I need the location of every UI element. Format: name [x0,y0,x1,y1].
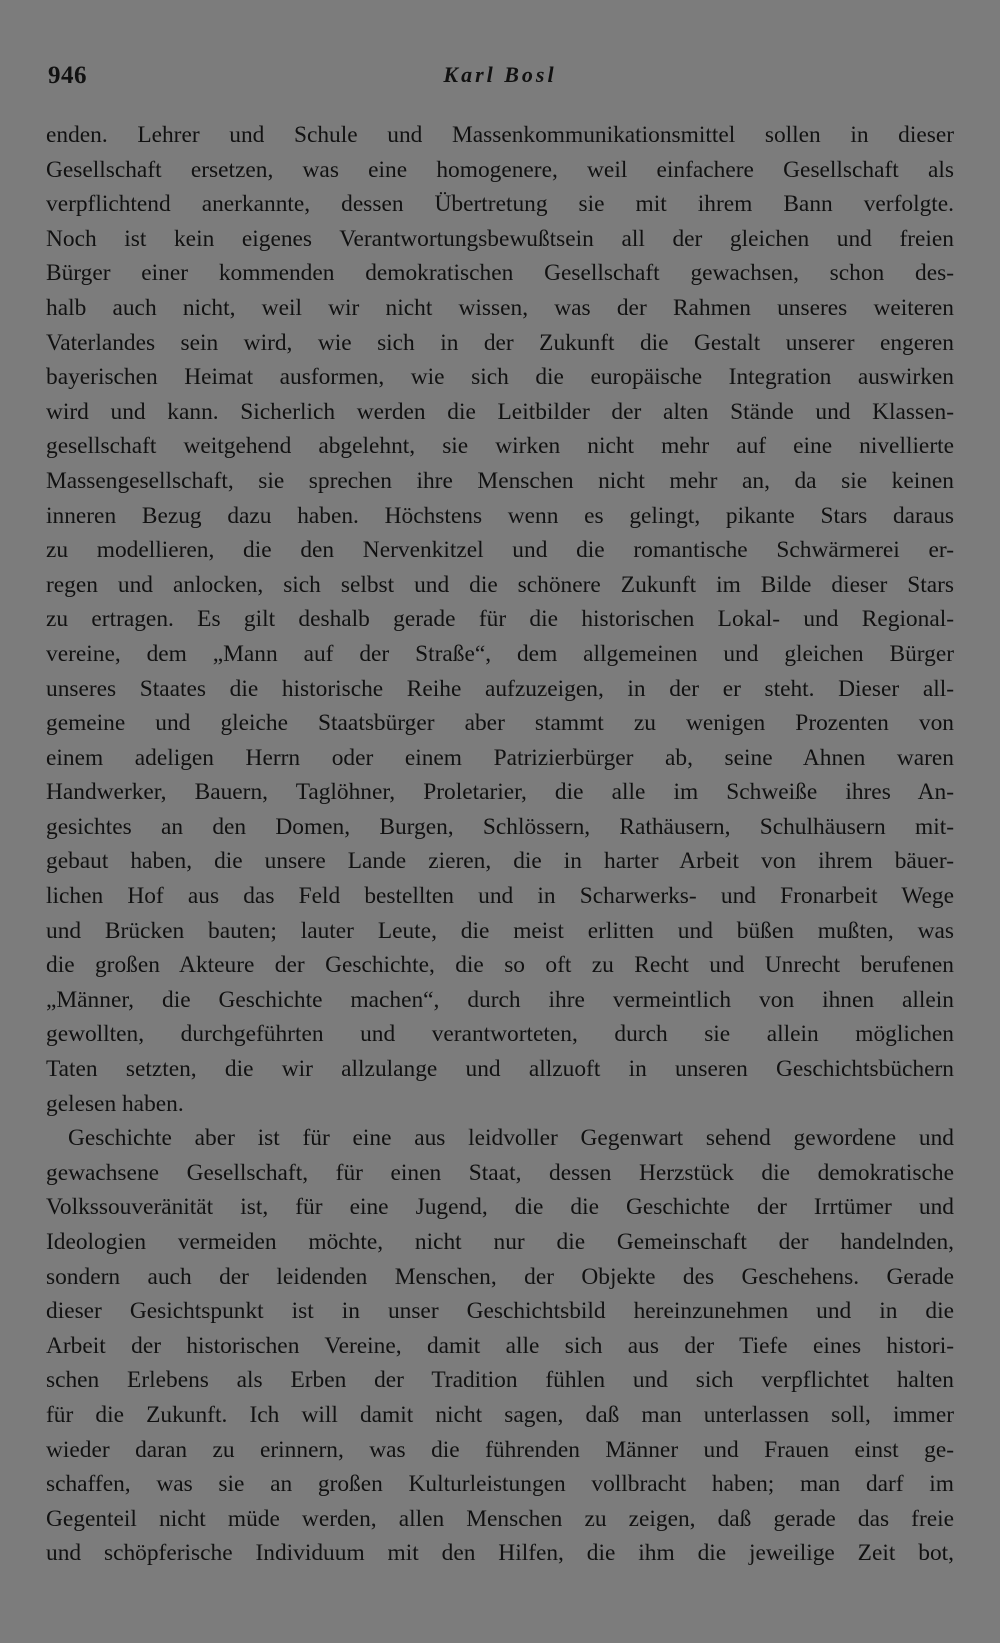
text-line: Geschichte aber ist für eine aus leidvoller Gegenwart sehend gewordene und [68,1125,954,1152]
text-line: Gesellschaft ersetzen, was eine homogenere, weil einfachere Gesellschaft als [46,156,954,183]
text-line: verpflichtend anerkannte, dessen Übertretung sie mit ihrem Bann verfolgte. [46,191,954,218]
text-line: Ideologien vermeiden möchte, nicht nur die Gemeinschaft der handelnden, [46,1229,954,1255]
text-line: gewollten, durchgeführten und verantworteten, durch sie allein möglichen [46,1021,954,1048]
text-line: unseres Staates die historische Reihe aufzuzeigen, in der er steht. Dieser all- [46,675,954,702]
text-line: für die Zukunft. Ich will damit nicht sagen, daß man unterlassen soll, immer [46,1401,954,1428]
text-line: zu ertragen. Es gilt deshalb gerade für die historischen Lokal- und Regional- [46,606,954,633]
paragraph [46,1121,954,1571]
text-line: Arbeit der historischen Vereine, damit alle sich aus der Tiefe eines histori- [46,1332,954,1359]
text-line: wieder daran zu erinnern, was die führenden Männer und Frauen einst ge- [46,1436,954,1463]
text-line: Vaterlandes sein wird, wie sich in der Zukunft die Gestalt unserer engeren [46,329,954,356]
text-line: inneren Bezug dazu haben. Höchstens wenn es gelingt, pikante Stars daraus [46,502,954,529]
text-line: dieser Gesichtspunkt ist in unser Geschichtsbild hereinzunehmen und in die [46,1298,954,1325]
text-line: und Brücken bauten; lauter Leute, die meist erlitten und büßen mußten, was [46,917,954,944]
text-line: die großen Akteure der Geschichte, die so oft zu Recht und Unrecht berufenen [46,952,954,979]
text-line: gesichtes an den Domen, Burgen, Schlössern, Rathäusern, Schulhäusern mit- [46,813,954,840]
text-line: gelesen haben. [46,1090,184,1117]
text-line: Bürger einer kommenden demokratischen Gesellschaft gewachsen, schon des- [46,260,954,287]
text-line: Taten setzten, die wir allzulange und allzuoft in unseren Geschichtsbüchern [46,1056,954,1083]
text-line: zu modellieren, die den Nervenkitzel und die romantische Schwärmerei er- [46,537,954,564]
text-line: gesellschaft weitgehend abgelehnt, sie wirken nicht mehr auf eine nivellierte [46,433,954,460]
text-line: „Männer, die Geschichte machen“, durch ihre vermeintlich von ihnen allein [46,986,954,1013]
text-line: einem adeligen Herrn oder einem Patrizierbürger ab, seine Ahnen waren [46,744,954,771]
text-line: gewachsene Gesellschaft, für einen Staat, dessen Herzstück die demokratische [46,1159,954,1186]
text-line: regen und anlocken, sich selbst und die schönere Zukunft im Bilde dieser Stars [46,571,954,598]
page-header [48,62,952,96]
text-line: wird und kann. Sicherlich werden die Leitbilder der alten Stände und Klassen- [46,398,954,425]
text-line: sondern auch der leidenden Menschen, der Objekte des Geschehens. Gerade [46,1263,954,1290]
text-line: enden. Lehrer und Schule und Massenkommunikationsmittel sollen in dieser [46,122,954,148]
text-line: halb auch nicht, weil wir nicht wissen, was der Rahmen unseres weiteren [46,294,954,321]
body-text [46,118,954,1571]
paragraph [46,118,954,1121]
running-head-author: Karl Bosl [443,62,557,87]
text-line: gebaut haben, die unsere Lande zieren, die in harter Arbeit von ihrem bäuer- [46,848,954,875]
text-line: und schöpferische Individuum mit den Hilfen, die ihm die jeweilige Zeit bot, [46,1540,954,1567]
text-line: schaffen, was sie an großen Kulturleistungen vollbracht haben; man darf im [46,1471,954,1498]
text-line: Handwerker, Bauern, Taglöhner, Proletarier, die alle im Schweiße ihres An- [46,779,954,806]
text-line: Gegenteil nicht müde werden, allen Menschen zu zeigen, daß gerade das freie [46,1505,954,1532]
text-line: Massengesellschaft, sie sprechen ihre Menschen nicht mehr an, da sie keinen [46,467,954,494]
text-line: schen Erlebens als Erben der Tradition fühlen und sich verpflichtet halten [46,1367,954,1394]
page-number: 946 [48,62,87,89]
text-line: Noch ist kein eigenes Verantwortungsbewußtsein all der gleichen und freien [46,225,954,252]
text-line: vereine, dem „Mann auf der Straße“, dem allgemeinen und gleichen Bürger [46,640,954,667]
text-line: gemeine und gleiche Staatsbürger aber stammt zu wenigen Prozenten von [46,710,954,737]
text-line: lichen Hof aus das Feld bestellten und in Scharwerks- und Fronarbeit Wege [46,883,954,910]
text-line: bayerischen Heimat ausformen, wie sich die europäische Integration auswirken [46,364,954,391]
text-line: Volkssouveränität ist, für eine Jugend, die die Geschichte der Irrtümer und [46,1194,954,1221]
